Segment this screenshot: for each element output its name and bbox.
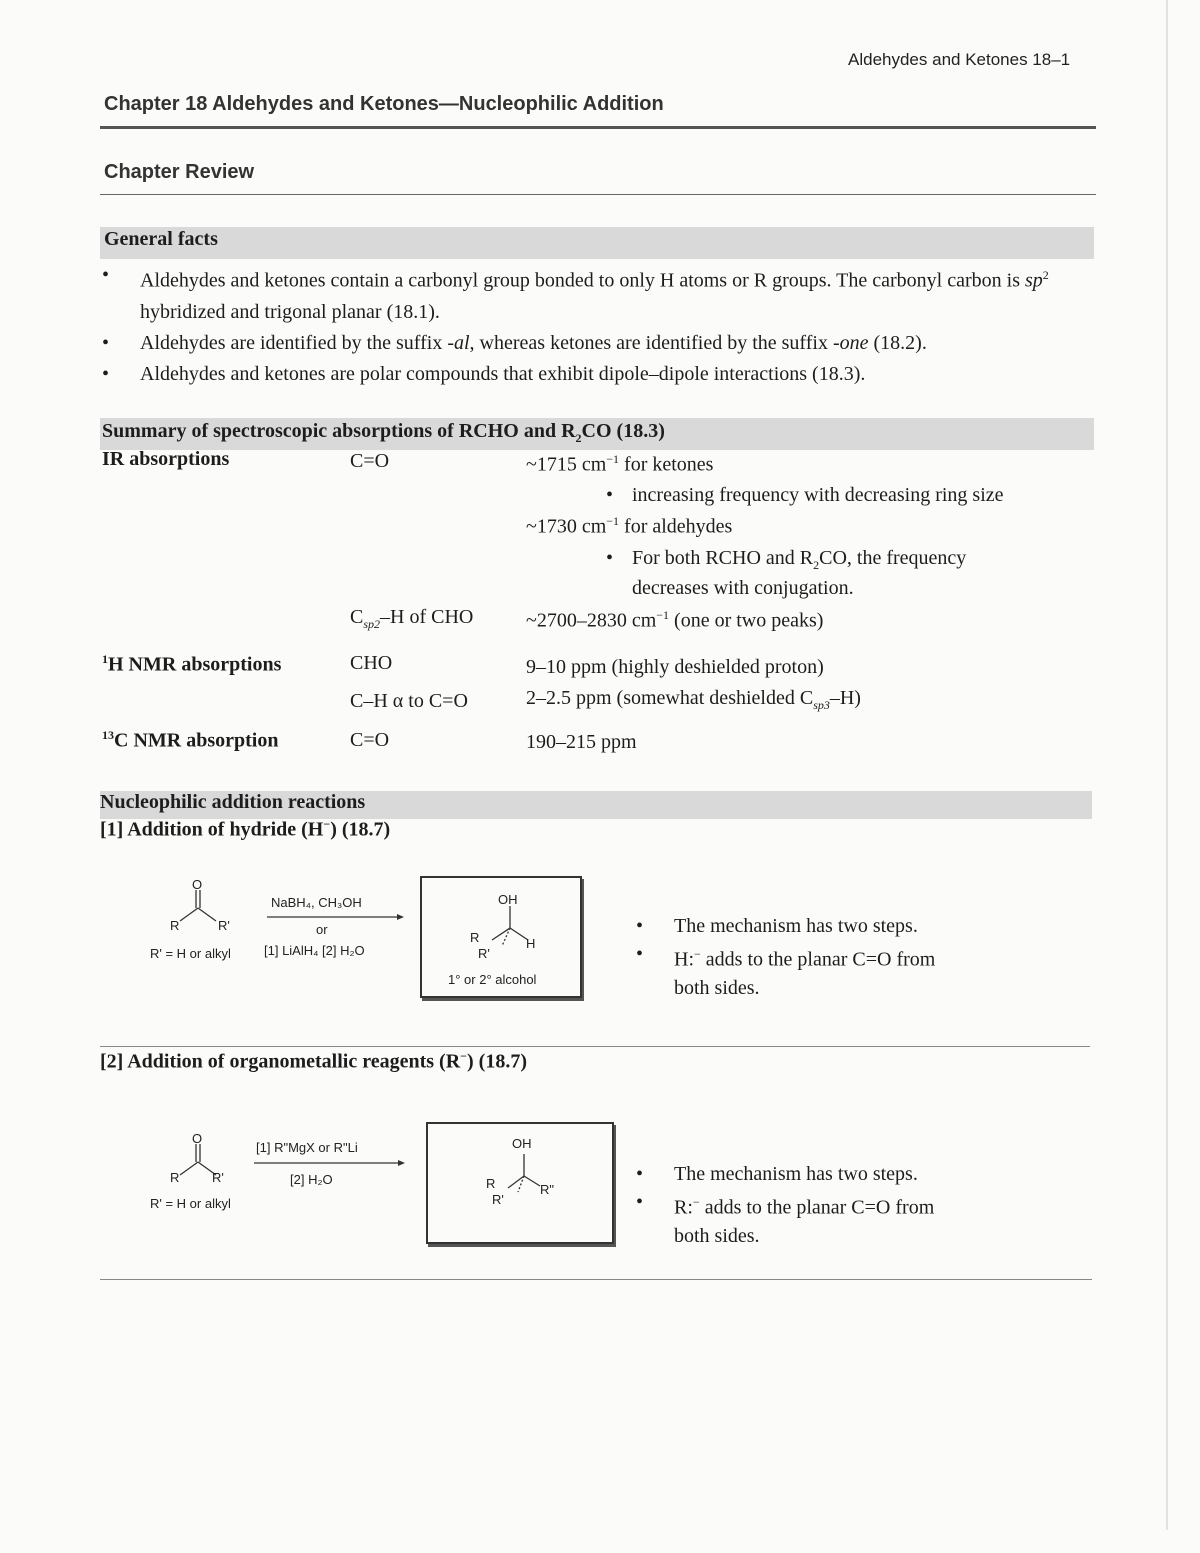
product1-oh: OH — [498, 892, 518, 907]
reaction1-or: or — [316, 922, 328, 937]
product2-rdoubleprime: R" — [540, 1182, 555, 1197]
general-facts-band — [100, 227, 1094, 259]
reaction1-notes — [636, 912, 1076, 1002]
product2-r: R — [486, 1176, 496, 1191]
reaction2-rule — [100, 1279, 1092, 1280]
ir-conjugation-note-cont: decreases with conjugation. — [632, 577, 854, 599]
review-rule — [100, 194, 1096, 195]
chapter-title-rule — [100, 126, 1096, 129]
product1-h: H — [526, 936, 536, 951]
h-nmr-label: $^1$H NMR absorptions — [102, 652, 282, 676]
ir-conjugation-note: • For both RCHO and $R_2CO$, the frequency — [606, 547, 967, 572]
c-nmr-label: $^{13}$C NMR absorption — [102, 728, 279, 752]
ir-ketone-value: ~1715 $cm^{-1}$ for ketones — [526, 452, 714, 476]
reactant1-structure-lines — [150, 876, 260, 936]
nucleophilic-heading: Nucleophilic addition reactions — [100, 791, 366, 813]
product1-r: R — [470, 930, 480, 945]
product2-oh: OH — [512, 1136, 532, 1151]
reaction2-reagent-bottom: [2] H₂O — [290, 1172, 333, 1187]
list-item: • Aldehydes and ketones are polar compounds that exhibit dipole–dipole interactions (18.3). — [102, 359, 1092, 390]
product1-structure-lines — [462, 898, 552, 958]
running-head: Aldehydes and Ketones 18–1 — [848, 50, 1071, 69]
reaction1-rule — [100, 1046, 1090, 1047]
list-item: • The mechanism has two steps. — [636, 1160, 1076, 1188]
reaction1-arrow — [265, 912, 405, 922]
reactant2-structure-lines — [150, 1130, 260, 1190]
c-nmr-value: 190–215 ppm — [526, 731, 637, 753]
reactant1-oxygen: O — [192, 877, 203, 892]
ir-group-cho: $C_{sp2}-H$ of CHO — [350, 606, 474, 631]
h-nmr-alpha-value: 2–2.5 ppm (somewhat deshielded $C_{sp3}-H$) — [526, 687, 861, 712]
ir-cho-value: ~2700–2830 $cm^{-1}$ (one or two peaks) — [526, 608, 824, 632]
general-facts-heading: General facts — [104, 228, 218, 250]
h-nmr-cho-value: 9–10 ppm (highly deshielded proton) — [526, 656, 824, 678]
product2-rprime: R' — [492, 1192, 504, 1207]
list-item: • Aldehydes are identified by the suffix -al, whereas ketones are identified by the suffix -one (18.2). — [102, 328, 1092, 359]
reaction1-heading: [1] Addition of hydride (H−) (18.7) — [100, 817, 391, 841]
product2-box — [426, 1122, 614, 1244]
reaction2-notes — [636, 1160, 1076, 1250]
product1-box — [420, 876, 582, 998]
ir-label: IR absorptions — [102, 448, 230, 470]
reactant2-rprime: R' — [212, 1170, 224, 1185]
product1-rprime: R' — [478, 946, 490, 961]
reactant2-r: R — [170, 1170, 180, 1185]
reactant1-condition: R' = H or alkyl — [150, 946, 231, 961]
reactant1-rprime: R' — [218, 918, 230, 933]
page-edge — [1166, 0, 1168, 1530]
general-facts-list — [102, 260, 1092, 390]
reaction2-reagent-top: [1] R"MgX or R"Li — [256, 1140, 358, 1155]
list-item: • Aldehydes and ketones contain a carbonyl group bonded to only H atoms or R groups. The carbonyl carbon is $sp^2$ hybridized and trigonal planar (18.1). — [102, 260, 1092, 328]
ir-aldehyde-value: ~1730 $cm^{-1}$ for aldehydes — [526, 514, 733, 538]
c-nmr-group: C=O — [350, 729, 390, 751]
chapter-title: Chapter 18 Aldehydes and Ketones—Nucleophilic Addition — [104, 93, 664, 115]
ir-group-co: C=O — [350, 450, 390, 472]
reactant2-oxygen: O — [192, 1131, 203, 1146]
reaction1-reagent-top: NaBH₄, CH₃OH — [271, 895, 362, 910]
product1-label: 1° or 2° alcohol — [448, 972, 537, 987]
list-item: • The mechanism has two steps. — [636, 912, 1076, 940]
chapter-review-heading: Chapter Review — [104, 161, 255, 183]
list-item: • R:− adds to the planar C=O from both sides. — [636, 1188, 1076, 1250]
reaction1-reagent-bottom: [1] LiAlH₄ [2] H₂O — [264, 943, 365, 958]
h-nmr-group-alpha: C–H α to C=O — [350, 690, 468, 712]
reaction2-arrow — [252, 1158, 408, 1168]
spectro-heading: Summary of spectroscopic absorptions of RCHO and $R_2CO$ (18.3) — [102, 420, 665, 445]
reactant1-r: R — [170, 918, 180, 933]
ir-ring-note: • increasing frequency with decreasing ring size — [606, 484, 1004, 506]
h-nmr-group-cho: CHO — [350, 652, 393, 674]
reactant2-condition: R' = H or alkyl — [150, 1196, 231, 1211]
reaction2-heading: [2] Addition of organometallic reagents (R−) (18.7) — [100, 1049, 527, 1073]
list-item: • H:− adds to the planar C=O from both sides. — [636, 940, 1076, 1002]
